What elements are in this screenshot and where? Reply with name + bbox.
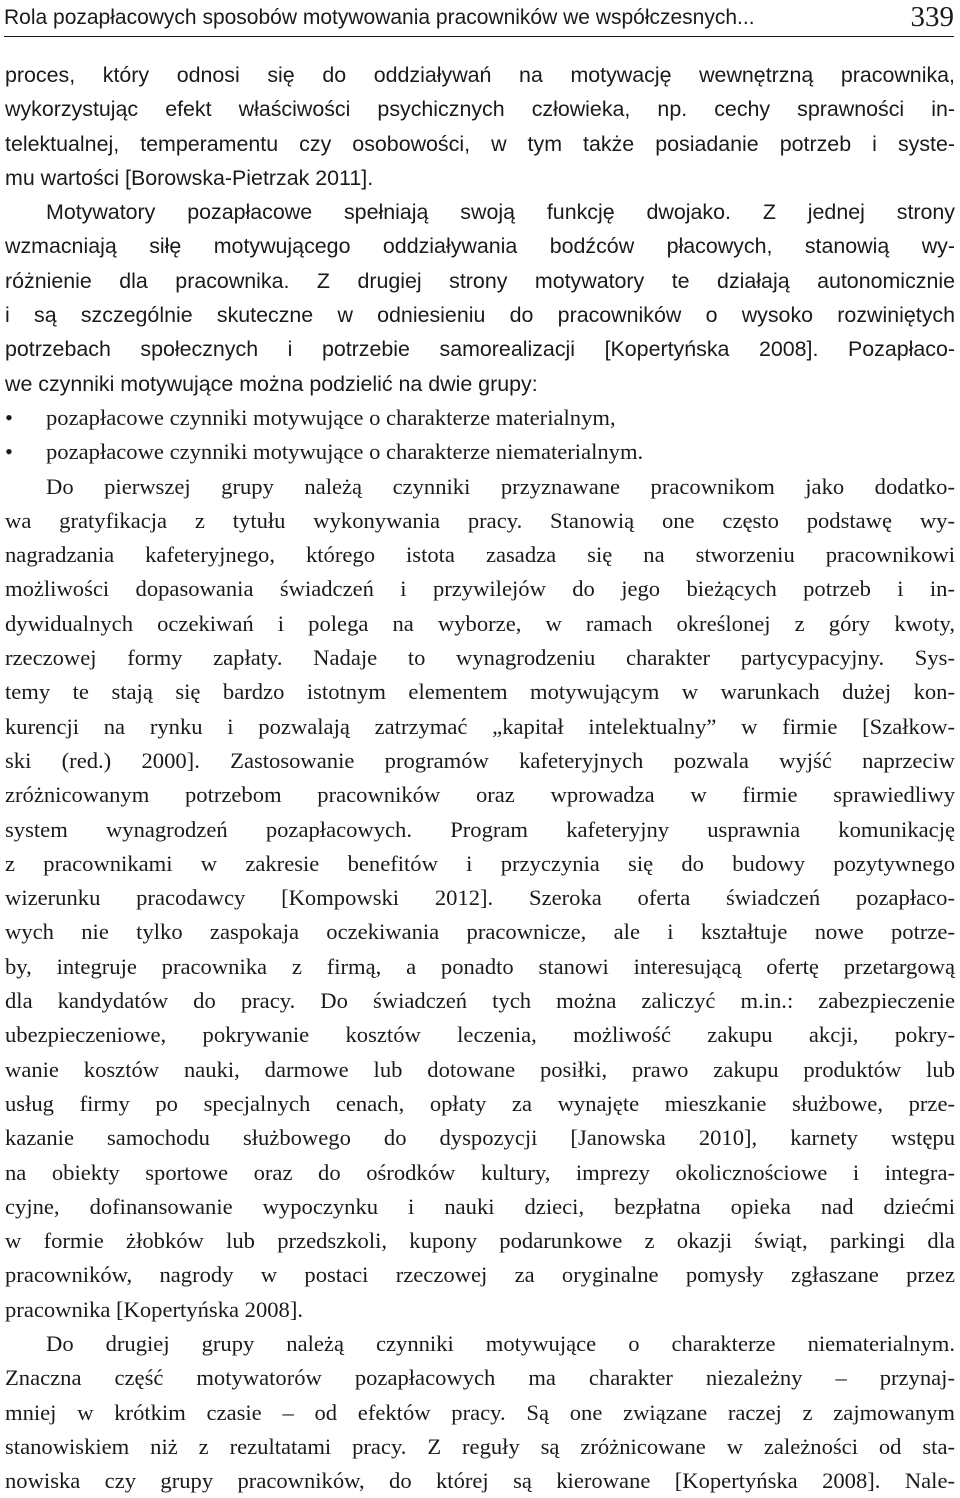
text-line: mniej w krótkim czasie – od efektów pracy. Są one związane raczej z zajmowanym bbox=[5, 1399, 955, 1425]
text-line: dla kandydatów do pracy. Do świadczeń tych można zaliczyć m.in.: zabezpieczenie bbox=[5, 988, 955, 1014]
text-line: w formie żłobków lub przedszkoli, kupony podarunkowe z okazji świąt, parkingi dla bbox=[5, 1228, 955, 1254]
text-line: i są szczególnie skuteczne w odniesieniu do pracowników o wysoko rozwiniętych bbox=[5, 303, 955, 328]
text-line: nowiska czy grupy pracowników, do której są kierowane [Kopertyńska 2008]. Nale- bbox=[5, 1468, 955, 1494]
text-line: wa gratyfikacja z tytułu wykonywania pracy. Stanowią one często podstawę wy- bbox=[5, 507, 955, 533]
text-line: temy te stają się bardzo istotnym elementem motywującym w warunkach dużej kon- bbox=[5, 679, 955, 705]
text-line: Motywatory pozapłacowe spełniają swoją funkcję dwojako. Z jednej strony bbox=[46, 200, 955, 225]
text-line: różnienie dla pracownika. Z drugiej strony motywatory te działają autonomicznie bbox=[5, 268, 955, 293]
text-line: wizerunku pracodawcy [Kompowski 2012]. Szeroka oferta świadczeń pozapłaco- bbox=[5, 885, 955, 911]
text-line: rzeczowej formy zapłaty. Nadaje to wynagrodzeniu charakter partycypacyjny. Sys- bbox=[5, 645, 955, 671]
bullet-icon: • bbox=[5, 404, 13, 430]
text-line: wzmacniają siłę motywującego oddziaływania bodźców płacowych, stanowią wy- bbox=[5, 234, 955, 259]
text-line: wych nie tylko zaspokaja oczekiwania pracownicze, ale i kształtuje nowe potrze- bbox=[5, 919, 955, 945]
list-item-text: pozapłacowe czynniki motywujące o charakterze niematerialnym. bbox=[46, 439, 644, 465]
text-line: proces, który odnosi się do oddziaływań na motywację wewnętrzną pracownika, bbox=[5, 63, 955, 87]
text-line: Do pierwszej grupy należą czynniki przyznawane pracownikom jako dodatko- bbox=[46, 473, 955, 499]
text-line: nagradzania kafeteryjnego, którego istota zasadza się na stworzeniu pracownikowi bbox=[5, 542, 955, 568]
text-line: we czynniki motywujące można podzielić na dwie grupy: bbox=[5, 371, 538, 396]
text-line: dywidualnych oczekiwań i polega na wyborze, w ramach określonej z góry kwoty, bbox=[5, 610, 955, 636]
text-line: by, integruje pracownika z firmą, a ponadto stanowi interesującą ofertę przetargową bbox=[5, 953, 955, 979]
text-line: telektualnej, temperamentu czy osobowości, w tym także posiadanie potrzeb i syste- bbox=[5, 131, 955, 156]
text-line: możliwości dopasowania świadczeń i przywilejów do jego bieżących potrzeb i in- bbox=[5, 576, 955, 602]
list-item bbox=[5, 435, 955, 469]
text-line: cyjne, dofinansowanie wypoczynku i nauki dzieci, bezpłatna opieka nad dziećmi bbox=[5, 1193, 955, 1219]
text-line: system wynagrodzeń pozapłacowych. Program kafeteryjny usprawnia komunikację bbox=[5, 816, 955, 842]
text-line: Do drugiej grupy należą czynniki motywujące o charakterze niematerialnym. bbox=[46, 1330, 955, 1356]
bullet-icon: • bbox=[5, 439, 13, 465]
text-line: zróżnicowanym potrzebom pracowników oraz wprowadza w firmie sprawiedliwy bbox=[5, 782, 955, 808]
text-line: usług firmy po specjalnych cenach, opłaty za wynajęte mieszkanie służbowe, prze- bbox=[5, 1090, 955, 1116]
text-line: Znaczna część motywatorów pozapłacowych ma charakter niezależny – przynaj- bbox=[5, 1365, 955, 1391]
text-line: stanowiskiem niż z rezultatami pracy. Z reguły są zróżnicowane w zależności od sta- bbox=[5, 1433, 955, 1459]
text-line: ski (red.) 2000]. Zastosowanie programów kafeteryjnych pozwala wyjść naprzeciw bbox=[5, 747, 955, 773]
text-line: mu wartości [Borowska-Pietrzak 2011]. bbox=[5, 165, 374, 190]
text-line: kurencji na rynku i pozwalają zatrzymać „kapitał intelektualny” w firmie [Szałkow- bbox=[5, 713, 955, 739]
text-line: kazanie samochodu służbowego do dyspozycji [Janowska 2010], karnety wstępu bbox=[5, 1125, 955, 1151]
text-line: potrzebach społecznych i potrzebie samorealizacji [Kopertyńska 2008]. Pozapłaco- bbox=[5, 337, 955, 362]
body-text bbox=[5, 58, 955, 1498]
running-title: Rola pozapłacowych sposobów motywowania pracowników we współczesnych... bbox=[4, 6, 755, 29]
page-number: 339 bbox=[910, 1, 954, 33]
text-line: wanie kosztów nauki, darmowe lub dotowane posiłki, prawo zakupu produktów lub bbox=[5, 1056, 955, 1082]
text-line: ubezpieczeniowe, pokrywanie kosztów leczenia, możliwość zakupu akcji, pokry- bbox=[5, 1022, 955, 1048]
text-line: na obiekty sportowe oraz do ośrodków kultury, imprezy okolicznościowe i integra- bbox=[5, 1159, 955, 1185]
running-header bbox=[4, 0, 954, 37]
text-line: z pracownikami w zakresie benefitów i przyczynia się do budowy pozytywnego bbox=[5, 850, 955, 876]
text-line: pracownika [Kopertyńska 2008]. bbox=[5, 1296, 304, 1322]
list-item bbox=[5, 401, 955, 435]
text-line: wykorzystując efekt właściwości psychicznych człowieka, np. cechy sprawności in- bbox=[5, 97, 955, 122]
text-line: pracowników, nagrody w postaci rzeczowej za oryginalne pomysły zgłaszane przez bbox=[5, 1262, 955, 1288]
list-item-text: pozapłacowe czynniki motywujące o charakterze materialnym, bbox=[46, 404, 616, 430]
